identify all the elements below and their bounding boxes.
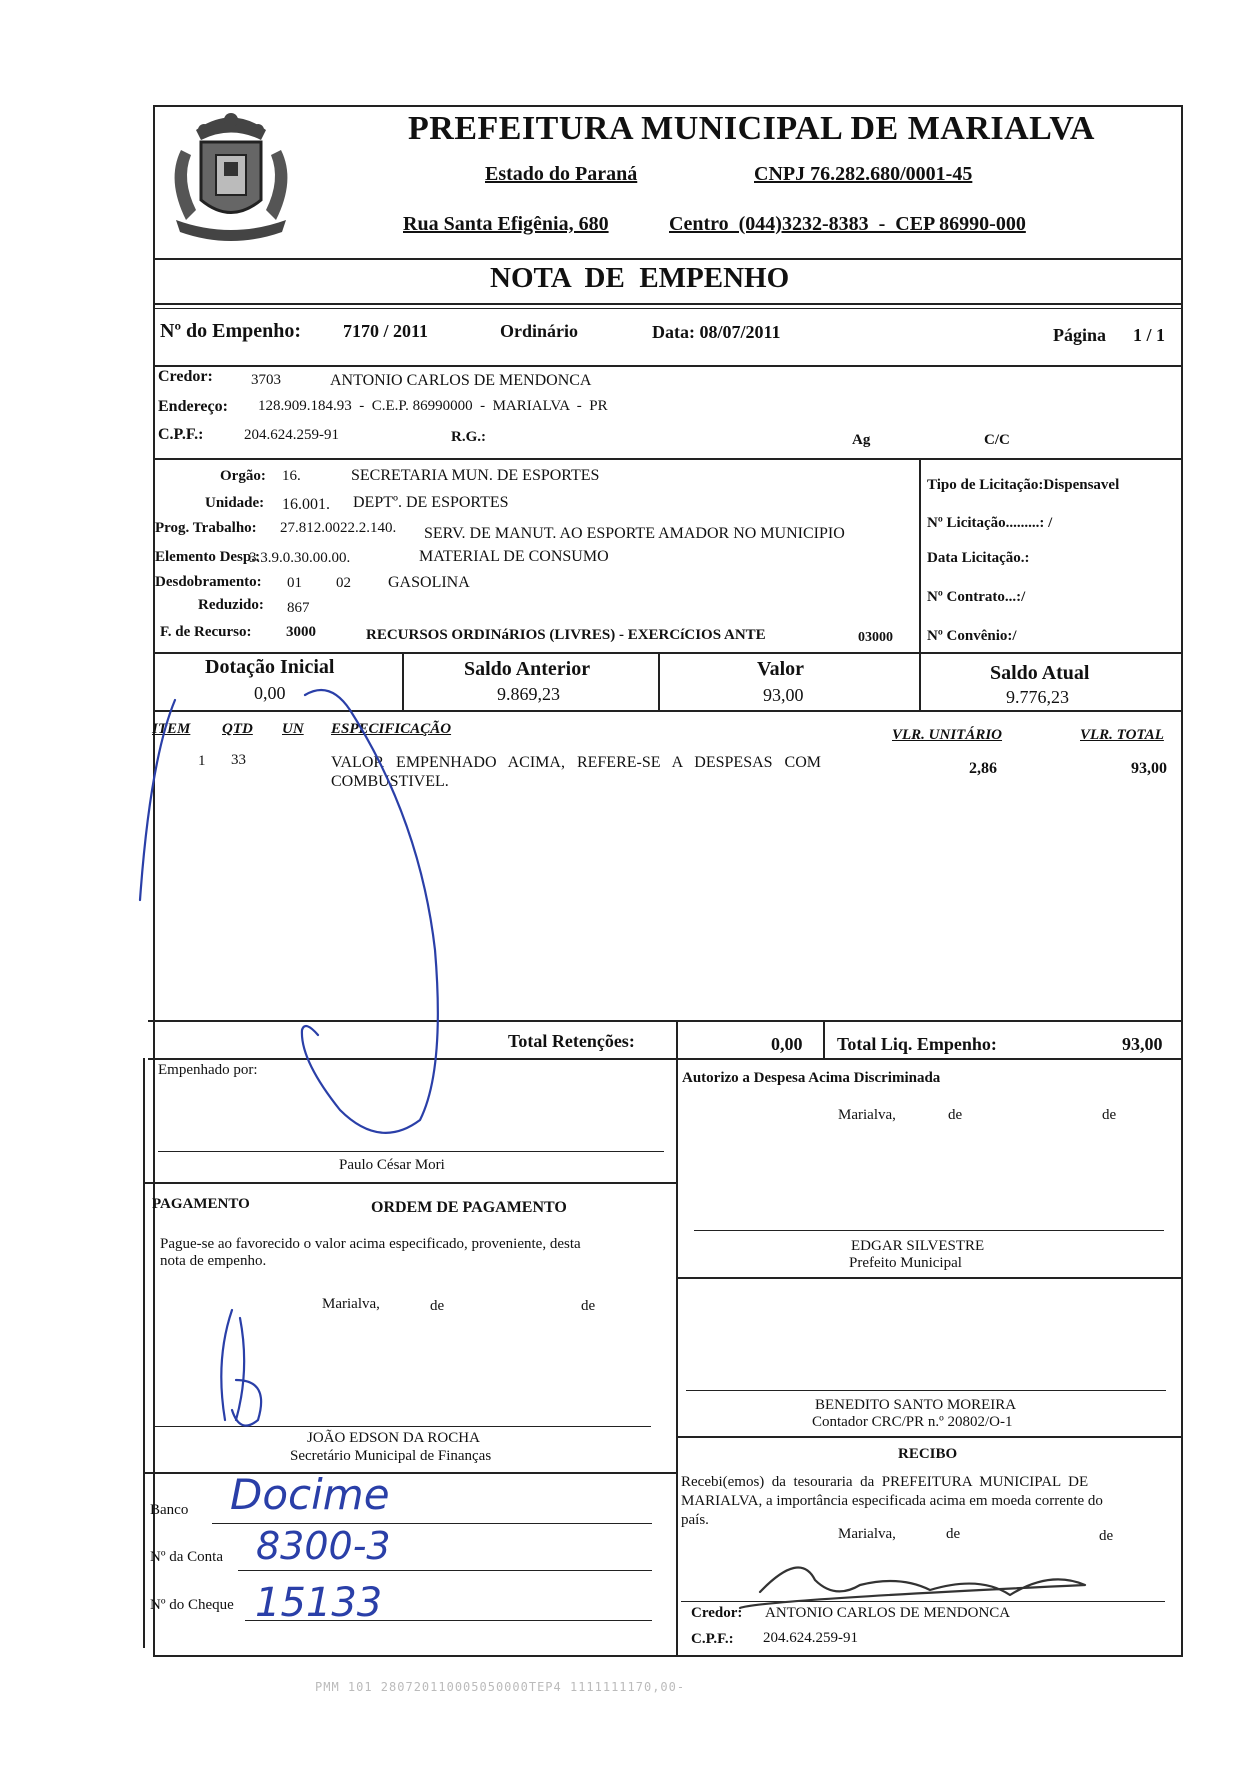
header-state: Estado do Paraná — [485, 163, 638, 185]
licitacao-tipo: Tipo de Licitação:Dispensavel — [927, 477, 1120, 493]
empenho-date: Data: 08/07/2011 — [652, 322, 781, 342]
empenho-type: Ordinário — [500, 321, 579, 341]
col-vlr-unitario: VLR. UNITÁRIO — [892, 727, 1003, 743]
pagamento-de1: de — [430, 1298, 445, 1314]
col-vlr-total: VLR. TOTAL — [1080, 727, 1164, 743]
banco-handwritten: Docime — [230, 1470, 390, 1519]
contador-role: Contador CRC/PR n.º 20802/O-1 — [812, 1414, 1013, 1430]
autorizo-de1: de — [948, 1107, 963, 1123]
endereco-value: 128.909.184.93 - C.E.P. 86990000 - MARIALVA - PR — [258, 398, 608, 414]
ag-label: Ag — [852, 432, 871, 448]
footer-stamp: PMM 101 280720110005050000TEP4 1111111170,00- — [315, 1680, 686, 1694]
row-especificacao-2: COMBUSTIVEL. — [331, 773, 449, 790]
autorizo-de2: de — [1102, 1107, 1117, 1123]
contador-name: BENEDITO SANTO MOREIRA — [815, 1397, 1017, 1413]
prog-code: 27.812.0022.2.140. — [280, 520, 397, 536]
cpf-value: 204.624.259-91 — [244, 427, 339, 443]
fonte-code2: 03000 — [858, 630, 893, 645]
recibo-text-3: país. — [681, 1512, 709, 1528]
row-item: 1 — [198, 753, 206, 769]
col-qtd: QTD — [222, 721, 253, 737]
prog-label: Prog. Trabalho: — [155, 520, 257, 536]
recibo-de1: de — [946, 1526, 961, 1542]
empenho-label: Nº do Empenho: — [160, 320, 302, 342]
document-title: NOTA DE EMPENHO — [490, 262, 790, 294]
recibo-cpf-label: C.P.F.: — [691, 1631, 734, 1647]
page-label: Página — [1053, 325, 1107, 345]
credor-name: ANTONIO CARLOS DE MENDONCA — [330, 372, 592, 389]
retencoes-value: 0,00 — [771, 1034, 803, 1054]
recibo-label: RECIBO — [898, 1446, 958, 1462]
dotacao-label: Dotação Inicial — [205, 656, 335, 678]
cpf-label: C.P.F.: — [158, 426, 204, 443]
header-address: Rua Santa Efigênia, 680 — [403, 213, 609, 235]
orgao-label: Orgão: — [220, 468, 266, 484]
conta-label: Nº da Conta — [150, 1549, 223, 1565]
reduzido-value: 867 — [287, 600, 310, 616]
orgao-name: SECRETARIA MUN. DE ESPORTES — [351, 467, 600, 484]
row-vlr-total: 93,00 — [1131, 760, 1167, 777]
licitacao-convenio: Nº Convênio:/ — [927, 628, 1017, 644]
col-especificacao: ESPECIFICAÇÃO — [331, 721, 452, 737]
recibo-credor-label: Credor: — [691, 1605, 743, 1621]
elemento-name: MATERIAL DE CONSUMO — [419, 548, 609, 565]
header-cnpj: CNPJ 76.282.680/0001-45 — [754, 163, 973, 185]
row-qtd: 33 — [231, 752, 246, 768]
empenhado-label: Empenhado por: — [158, 1062, 258, 1078]
desdobramento-a: 01 — [287, 575, 302, 591]
pagamento-label: PAGAMENTO — [152, 1196, 250, 1212]
valor-value: 93,00 — [763, 685, 804, 705]
retencoes-label: Total Retenções: — [508, 1031, 635, 1051]
unidade-name: DEPTº. DE ESPORTES — [353, 494, 509, 511]
pagamento-text-2: nota de empenho. — [160, 1253, 267, 1269]
cc-label: C/C — [984, 432, 1010, 448]
banco-label: Banco — [150, 1502, 189, 1518]
cheque-label: Nº do Cheque — [150, 1597, 234, 1613]
row-especificacao-1: VALOR EMPENHADO ACIMA, REFERE-SE A DESPESAS COM — [331, 754, 821, 771]
secretario-role: Secretário Municipal de Finanças — [290, 1448, 492, 1464]
recibo-city: Marialva, — [838, 1526, 896, 1542]
autorizo-label: Autorizo a Despesa Acima Discriminada — [682, 1070, 941, 1086]
desdobramento-name: GASOLINA — [388, 574, 470, 591]
unidade-label: Unidade: — [205, 495, 265, 511]
elemento-code: 3.3.9.0.30.00.00. — [249, 550, 351, 566]
fonte-name: RECURSOS ORDINáRIOS (LIVRES) - EXERCíCIOS ANTE — [366, 627, 766, 643]
ordem-pagamento-label: ORDEM DE PAGAMENTO — [371, 1199, 567, 1216]
credor-label: Credor: — [158, 368, 213, 385]
header-district-phone: Centro (044)3232-8383 - CEP 86990-000 — [669, 213, 1026, 235]
rg-label: R.G.: — [451, 429, 486, 445]
prefeito-role: Prefeito Municipal — [849, 1255, 962, 1271]
saldo-anterior-value: 9.869,23 — [497, 684, 560, 704]
prog-name: SERV. DE MANUT. AO ESPORTE AMADOR NO MUNICIPIO — [424, 525, 845, 542]
unidade-code: 16.001. — [282, 496, 330, 513]
licitacao-data: Data Licitação.: — [927, 550, 1030, 566]
valor-label: Valor — [757, 658, 805, 680]
desdobramento-b: 02 — [336, 575, 351, 591]
endereco-label: Endereço: — [158, 398, 228, 415]
col-item: ITEM — [152, 721, 191, 737]
licitacao-numero: Nº Licitação.........: / — [927, 515, 1053, 531]
recibo-cpf-value: 204.624.259-91 — [763, 1630, 858, 1646]
col-un: UN — [282, 721, 304, 737]
liq-empenho-value: 93,00 — [1122, 1034, 1163, 1054]
elemento-label: Elemento Desp.: — [155, 549, 260, 565]
desdobramento-label: Desdobramento: — [155, 574, 262, 590]
cheque-handwritten: 15133 — [255, 1580, 383, 1626]
orgao-code: 16. — [282, 468, 301, 484]
credor-code: 3703 — [251, 372, 281, 388]
recibo-text-1: Recebi(emos) da tesouraria da PREFEITURA MUNICIPAL DE — [681, 1474, 1089, 1490]
dotacao-value: 0,00 — [254, 683, 286, 703]
pagamento-de2: de — [581, 1298, 596, 1314]
conta-handwritten: 8300-3 — [256, 1524, 391, 1568]
reduzido-label: Reduzido: — [198, 597, 264, 613]
recibo-text-2: MARIALVA, a importância especificada acima em moeda corrente do — [681, 1493, 1103, 1509]
pagamento-text-1: Pague-se ao favorecido o valor acima especificado, proveniente, desta — [160, 1236, 581, 1252]
autorizo-city: Marialva, — [838, 1107, 896, 1123]
saldo-atual-label: Saldo Atual — [990, 662, 1090, 684]
fonte-code: 3000 — [286, 624, 316, 640]
recibo-de2: de — [1099, 1528, 1114, 1544]
empenhado-name: Paulo César Mori — [339, 1157, 445, 1173]
saldo-atual-value: 9.776,23 — [1006, 687, 1069, 707]
header-title: PREFEITURA MUNICIPAL DE MARIALVA — [408, 110, 1095, 147]
page-number: 1 / 1 — [1133, 325, 1166, 345]
row-vlr-unitario: 2,86 — [969, 760, 997, 777]
pagamento-city: Marialva, — [322, 1296, 380, 1312]
empenho-number: 7170 / 2011 — [343, 321, 429, 341]
licitacao-contrato: Nº Contrato...:/ — [927, 589, 1026, 605]
municipal-seal — [156, 100, 306, 250]
fonte-label: F. de Recurso: — [160, 624, 252, 640]
liq-empenho-label: Total Liq. Empenho: — [837, 1034, 997, 1054]
prefeito-name: EDGAR SILVESTRE — [851, 1238, 985, 1254]
recibo-credor-name: ANTONIO CARLOS DE MENDONCA — [765, 1605, 1011, 1621]
saldo-anterior-label: Saldo Anterior — [464, 658, 591, 680]
secretario-name: JOÃO EDSON DA ROCHA — [307, 1430, 480, 1446]
